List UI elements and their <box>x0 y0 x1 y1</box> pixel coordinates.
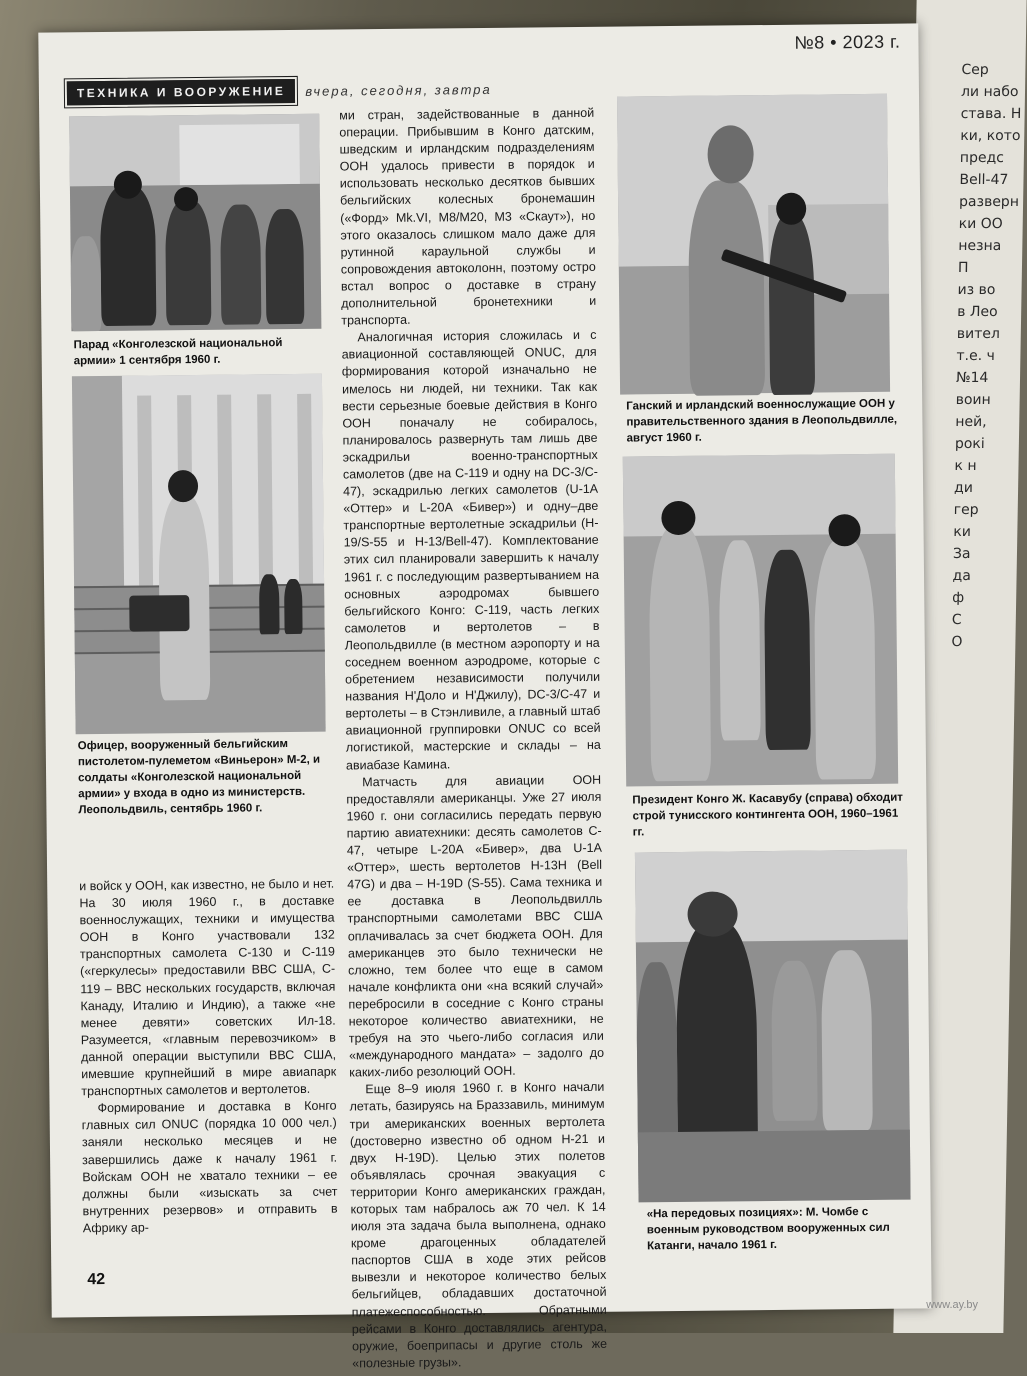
facing-page-fragment: да <box>952 568 971 584</box>
photo-officer <box>72 374 326 732</box>
facing-page-fragment: става. Н <box>960 106 1022 122</box>
photo-parade <box>69 114 321 332</box>
facing-page-fragment: рокі <box>954 436 985 452</box>
facing-page-fragment: из во <box>957 282 996 298</box>
paragraph: Формирование и доставка в Конго главных сил ONUC (порядка 10 000 чел.) заняли несколько месяцев и не завершились даже к началу 1961 г. Войскам ООН не хватало техники – ее должны были «изыскать за счет внутренних резервов» и отправить в Африку ар- <box>81 1098 338 1236</box>
facing-page-fragment: ки <box>953 524 972 540</box>
facing-page-fragment: №14 <box>955 370 989 386</box>
facing-page-fragment: ки ОО <box>958 216 1003 232</box>
facing-page-fragment: П <box>957 260 969 276</box>
facing-page-fragment: ли набо <box>960 84 1019 100</box>
facing-page-fragment: предс <box>959 150 1005 166</box>
text-column-left <box>79 876 338 1238</box>
paragraph: Аналогичная история сложилась и с авиационной составляющей ONUC, для формирования которой изначально не имелось ни людей, ни техники. Так как вести серьезные боевые действия в Конго ООН поначалу не собиралось, планировалось развернуть там лишь две эскадрильи военно-транспортных самолетов (две на C-119 и одну на DC-3/C-47), эскадрилью легких самолетов (U-1A «Оттер» и L-20A «Бивер») и одну–две транспортные вертолетные эскадрильи (H-19/S-55 и H-13/Bell-47). Комплектование этих сил планировали завершить к началу 1961 г. с последующим развертыванием на основных аэродромах бывшего бельгийского Конго: C-119, часть легких самолетов и вертолетов – в Леопольдвилле (в местном аэропорту и на соседнем военном аэродроме, которые с обретением независимости получили названия Н'Доло и Н'Джилу), DC-3/C-47 и вертолеты – в Стэнливиле, а главный штаб авиационной группировки ONUC со всей логистикой, мастерские и склады – на авиабазе Камина. <box>341 328 601 773</box>
facing-page-fragment: ф <box>952 590 965 606</box>
page-number: 42 <box>87 1271 106 1289</box>
facing-page-fragment: воин <box>955 392 991 408</box>
facing-page-fragment: ней, <box>955 414 987 430</box>
caption-kasavubu: Президент Конго Ж. Касавубу (справа) обходит строй тунисского контингента ООН, 1960–1961 гг. <box>632 791 903 839</box>
caption-officer: Офицер, вооруженный бельгийским пистолетом-пулеметом «Виньерон» М-2, и солдаты «Конголезской национальной армии» у входа в одно из министерств. Леопольдвиль, сентябрь 1960 г. <box>77 738 321 817</box>
facing-page-fragment: вител <box>956 326 1001 342</box>
facing-page-fragment: к н <box>954 458 977 474</box>
watermark: www.ay.by <box>926 1299 978 1311</box>
rubric-header <box>67 78 492 104</box>
caption-tshombe: «На передовых позициях»: М. Чомбе с военным руководством вооруженных сил Катанги, начало 1961 г. <box>646 1206 890 1253</box>
paragraph: Матчасть для авиации ООН предоставляли американцы. Уже 27 июля 1960 г. они согласились передать первую партию авиатехники: десять самолетов C-47, четыре L-20A «Бивер», два U-1A «Оттер», шесть вертолетов H-13H (Bell 47G) и два – H-19D (S-55). Сама техника и ее доставка в Леопольдвилль транспортными самолетами ВВС США оплачивалась за счет бюджета ООН. Для американцев это было технически не сложно, тем более что еще в самом начале конфликта они «на всякий случай» перебросили в соседние с Конго страны некоторое количество авиатехники, не требуя на это чьего-либо согласия или «международного мандата» – задолго до каких-либо резолюций ООН. <box>346 772 605 1080</box>
paragraph: ми стран, задействованные в данной операции. Прибывшим в Конго датским, шведским и ирландским подразделениям ООН удалось привести в порядок и использовать несколько десятков бывших бельгийских колесных бронемашин («Форд» Mk.VI, M8/M20, M3 «Скаут»), но этого оказалось слишком мало даже для рутинной караульной службы и сопровождения автоколонн, поэтому остро встал вопрос о доставке в страну дополнительной бронетехники и транспорта. <box>339 105 597 328</box>
facing-page-fragment: гер <box>953 502 979 518</box>
text-column-middle <box>339 105 607 1373</box>
paragraph: Еще 8–9 июля 1960 г. в Конго начали летать, базируясь на Браззавиль, минимум три американских военных вертолета (достоверно известно об одном H-21 и двух H-19D). Целью этих полетов объявлялась срочная эвакуация с территории Конго американских граждан, которых там набралось аж 70 чел. К 14 июля эта задача была выполнена, однако кроме драгоценных обладателей паспортов США в ходе этих рейсов вывезли и некоторое количество белых бельгийцев, обладавших достаточной платежеспособностью. Обратными рейсами в Конго доставлялись агентура, оружие, боеприпасы и другие столь же «полезные грузы». <box>349 1080 608 1371</box>
caption-un-soldiers: Ганский и ирландский военнослужащие ООН у правительственного здания в Леопольдвилле, август 1960 г. <box>626 397 898 445</box>
rubric-title: ТЕХНИКА И ВООРУЖЕНИЕ <box>67 79 296 105</box>
magazine-page <box>38 23 931 1371</box>
facing-page-fragment: Сер <box>961 62 989 78</box>
caption-parade: Парад «Конголезской национальной армии» 1 сентября 1960 г. <box>73 337 283 368</box>
facing-page-fragment: Bell-47 <box>959 172 1009 188</box>
facing-page-fragment: За <box>952 546 971 562</box>
photo-kasavubu <box>623 454 898 787</box>
facing-page-fragment: т.е. ч <box>956 348 995 364</box>
paragraph: и войск у ООН, как известно, не было и нет. На 30 июля 1960 г., в доставке военнослужащих, техники и имущества ООН в Конго участвовали 132 транспортных самолета C-130 и C-119 («геркулесы» предоставили ВВС США, C-119 – ВВС нескольких государств, включая Канаду, Италию и Индию), а также «не менее девяти» советских Ил-18. Разумеется, «главным перевозчиком» в данной операции выступили ВВС США, имевшие крупнейший в мире авиапарк транспортных самолетов и вертолетов. <box>79 876 337 1099</box>
issue-number: №8 • 2023 г. <box>794 31 901 53</box>
facing-page-fragment: С <box>951 612 962 628</box>
facing-page-fragment: ки, кото <box>960 128 1021 144</box>
rubric-subtitle: вчера, сегодня, завтра <box>305 81 492 99</box>
facing-page-fragment: незна <box>958 238 1002 254</box>
facing-page-fragment: ди <box>953 480 974 496</box>
photo-tshombe <box>635 850 911 1201</box>
facing-page-fragment: О <box>951 634 963 650</box>
facing-page-fragment: в Лео <box>957 304 998 320</box>
photo-un-soldiers <box>617 94 890 395</box>
facing-page-fragment: разверн <box>958 194 1020 210</box>
